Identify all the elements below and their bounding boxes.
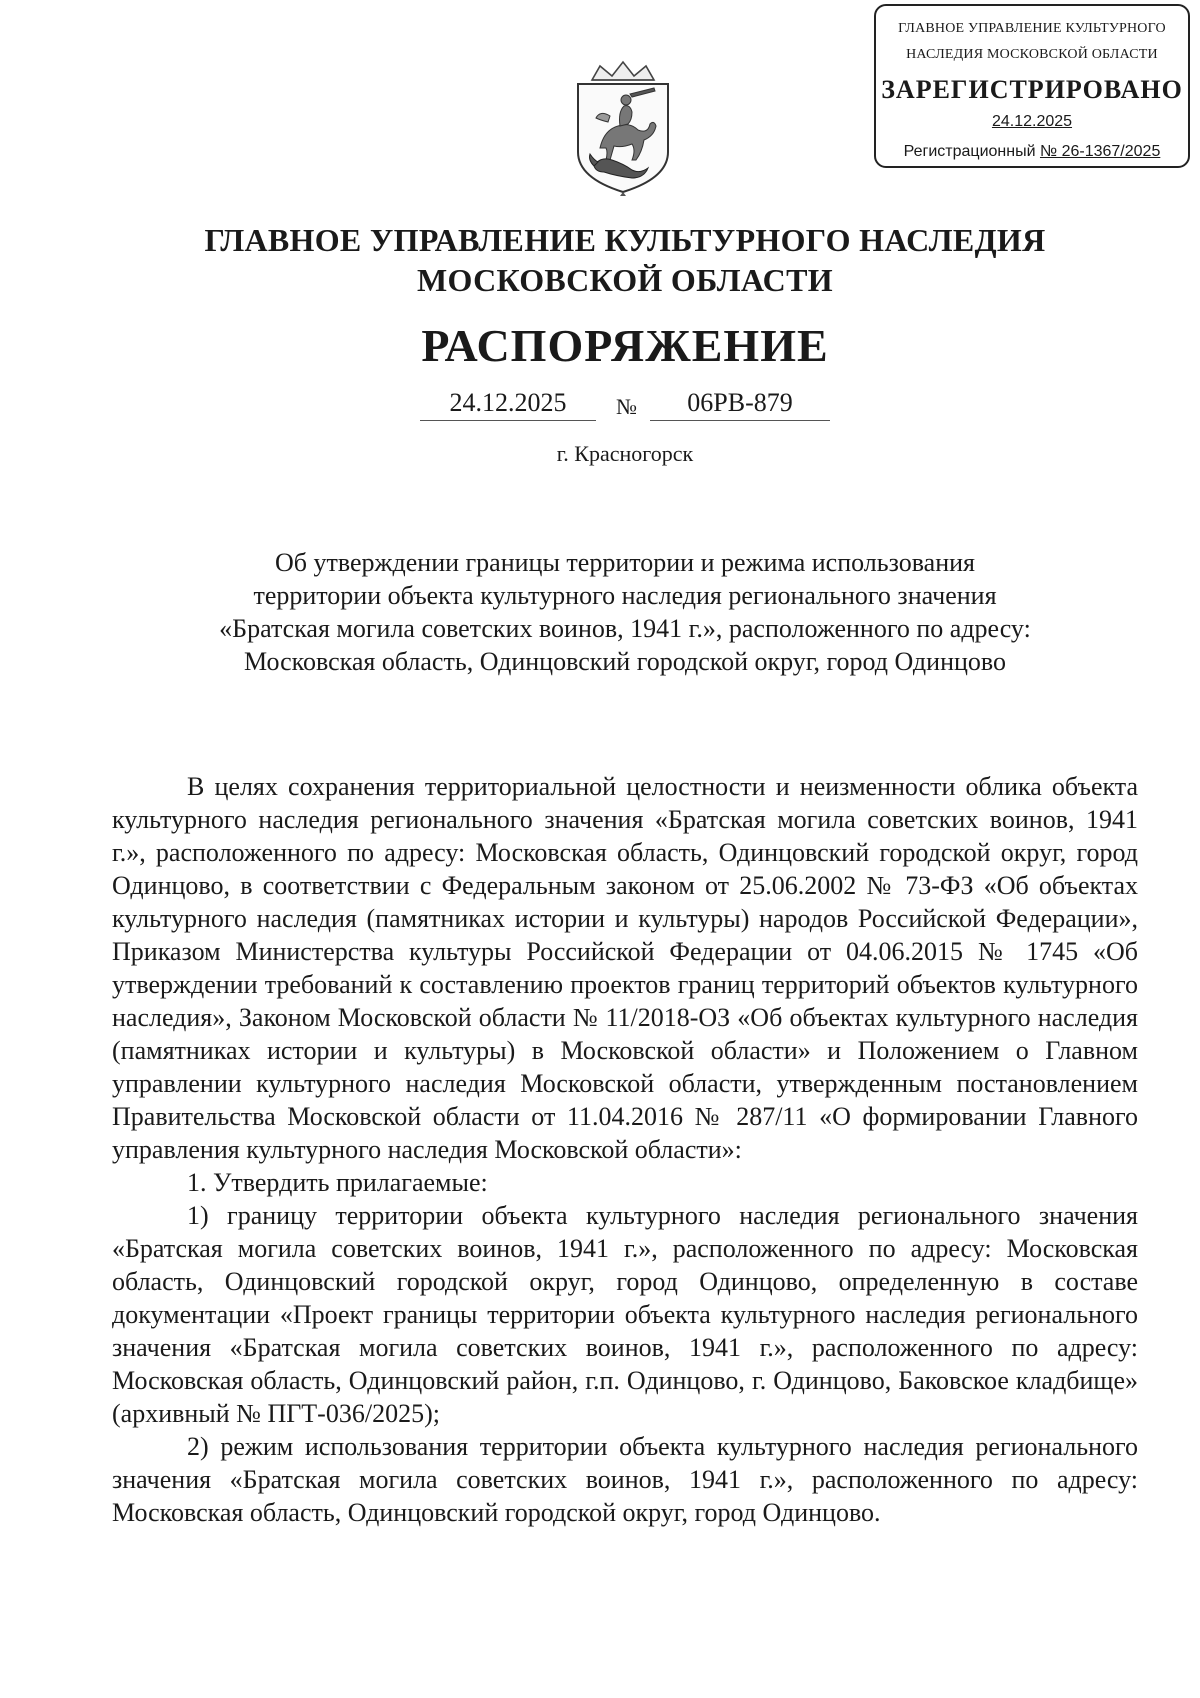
agency-name-line1: ГЛАВНОЕ УПРАВЛЕНИЕ КУЛЬТУРНОГО НАСЛЕДИЯ <box>204 222 1046 258</box>
item-1-2: 2) режим использования территории объекта культурного наследия регионального значения «Братская могила советских воинов, 1941 г.», расположенного по адресу: Московская область, Одинцовский городской округ, город Одинцово. <box>112 1432 1138 1527</box>
subject-line: Московская область, Одинцовский городской округ, город Одинцово <box>243 647 1007 676</box>
subject-line: территории объекта культурного наследия регионального значения <box>253 581 997 610</box>
document-number: 06РВ-879 <box>650 386 830 421</box>
stamp-reg-number: № 26-1367/2025 <box>1039 143 1161 160</box>
subject-line: Об утверждении границы территории и режима использования <box>275 548 975 577</box>
document-date: 24.12.2025 <box>420 386 596 421</box>
stamp-org-line2: НАСЛЕДИЯ МОСКОВСКОЙ ОБЛАСТИ <box>906 47 1158 62</box>
item-1: 1. Утвердить прилагаемые: <box>187 1168 488 1197</box>
stamp-date: 24.12.2025 <box>991 113 1073 130</box>
item-1-1: 1) границу территории объекта культурного наследия регионального значения «Братская могила советских воинов, 1941 г.», расположенного по адресу: Московская область, Одинцовский городской округ, город Одинцово, определенную в составе документации «Проект границы территории объекта культурного наследия регионального значения «Братская могила советских воинов, 1941 г.», расположенного по адресу: Московская область, Одинцовский район, г.п. Одинцово, г. Одинцово, Баковское кладбище» (архивный № ПГТ-036/2025); <box>112 1201 1138 1428</box>
stamp-status: ЗАРЕГИСТРИРОВАНО <box>881 75 1183 104</box>
document-city: г. Красногорск <box>556 441 694 466</box>
document-subject <box>100 546 1150 678</box>
moscow-oblast-coat-of-arms-icon <box>570 60 676 196</box>
registration-stamp <box>874 4 1190 168</box>
preamble-paragraph: В целях сохранения территориальной целостности и неизменности облика объекта культурного наследия регионального значения «Братская могила советских воинов, 1941 г.», расположенного по адресу: Московская область, Одинцовский городской округ, город Одинцово, в соответствии с Федеральным законом от 25.06.2002 № 73-ФЗ «Об объектах культурного наследия (памятниках истории и культуры) народов Российской Федерации», Приказом Министерства культуры Российской Федерации от 04.06.2015 № 1745 «Об утверждении требований к составлению проектов границ территорий объектов культурного наследия», Законом Московской области № 11/2018-ОЗ «Об объектах культурного наследия (памятниках истории и культуры) в Московской области» и Положением о Главном управлении культурного наследия Московской области, утвержденным постановлением Правительства Московской области от 11.04.2016 № 287/11 «О формировании Главного управления культурного наследия Московской области»: <box>112 772 1138 1164</box>
document-date-number <box>420 386 830 422</box>
agency-name-line2: МОСКОВСКОЙ ОБЛАСТИ <box>417 262 833 298</box>
subject-line: «Братская могила советских воинов, 1941 г.», расположенного по адресу: <box>219 614 1031 643</box>
document-type: РАСПОРЯЖЕНИЕ <box>421 320 829 371</box>
stamp-reg-label: Регистрационный <box>903 143 1040 160</box>
document-body <box>112 770 1138 1529</box>
number-sign: № <box>616 394 637 419</box>
stamp-reg-number-line <box>876 142 1188 162</box>
stamp-org-line1: ГЛАВНОЕ УПРАВЛЕНИЕ КУЛЬТУРНОГО <box>898 21 1166 36</box>
